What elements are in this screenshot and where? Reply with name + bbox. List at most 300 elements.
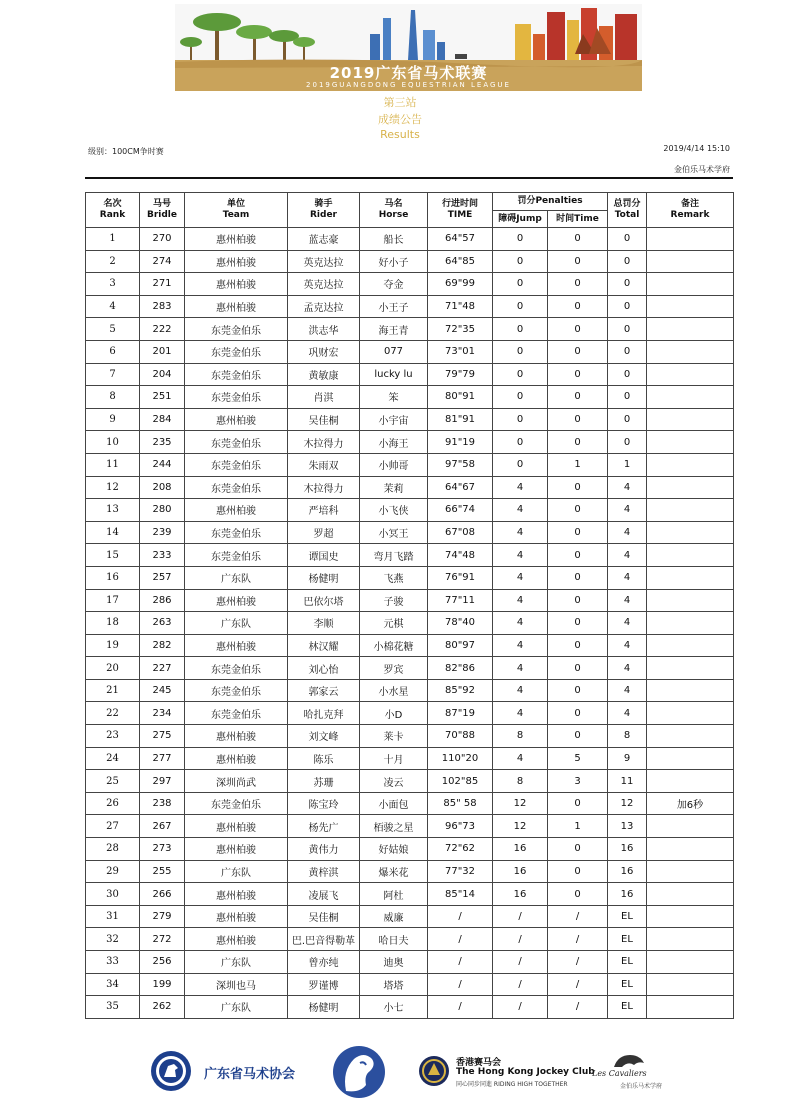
cell-time-penalty: / bbox=[548, 951, 608, 974]
cell-jump: 4 bbox=[493, 589, 548, 612]
cell-team: 惠州柏骏 bbox=[185, 747, 288, 770]
cell-bridle: 283 bbox=[140, 295, 185, 318]
table-row bbox=[86, 838, 734, 861]
cell-time-penalty: 0 bbox=[548, 431, 608, 454]
cell-jump: 0 bbox=[493, 453, 548, 476]
cell-remark bbox=[647, 973, 734, 996]
cell-total: 8 bbox=[608, 725, 647, 748]
cell-team: 东莞金伯乐 bbox=[185, 544, 288, 567]
cell-time: / bbox=[428, 973, 493, 996]
cell-rider: 苏珊 bbox=[288, 770, 360, 793]
cell-rank: 25 bbox=[86, 770, 140, 793]
cell-time-penalty: 0 bbox=[548, 499, 608, 522]
cell-time: 91"19 bbox=[428, 431, 493, 454]
cell-rank: 4 bbox=[86, 295, 140, 318]
cell-team: 惠州柏骏 bbox=[185, 250, 288, 273]
cell-total: 4 bbox=[608, 499, 647, 522]
cell-rank: 8 bbox=[86, 386, 140, 409]
table-row bbox=[86, 860, 734, 883]
cell-time: 110"20 bbox=[428, 747, 493, 770]
cell-total: 4 bbox=[608, 566, 647, 589]
cell-horse: 茉莉 bbox=[360, 476, 428, 499]
cell-total: 12 bbox=[608, 792, 647, 815]
cell-rider: 刘心怡 bbox=[288, 657, 360, 680]
cell-team: 惠州柏骏 bbox=[185, 838, 288, 861]
cell-remark bbox=[647, 702, 734, 725]
cell-time: 72"35 bbox=[428, 318, 493, 341]
cell-team: 惠州柏骏 bbox=[185, 634, 288, 657]
cell-rider: 杨健明 bbox=[288, 566, 360, 589]
cell-team: 惠州柏骏 bbox=[185, 408, 288, 431]
cell-time-penalty: 0 bbox=[548, 566, 608, 589]
cell-team: 深圳也马 bbox=[185, 973, 288, 996]
cell-team: 广东队 bbox=[185, 612, 288, 635]
cell-team: 东莞金伯乐 bbox=[185, 386, 288, 409]
cell-rider: 吴佳桐 bbox=[288, 905, 360, 928]
cell-time-penalty: 0 bbox=[548, 521, 608, 544]
cell-time: 79"79 bbox=[428, 363, 493, 386]
cell-horse: 小飞侠 bbox=[360, 499, 428, 522]
divider-line bbox=[85, 177, 733, 179]
cell-horse: 凌云 bbox=[360, 770, 428, 793]
cell-time: 77"11 bbox=[428, 589, 493, 612]
cell-jump: 4 bbox=[493, 612, 548, 635]
cell-total: EL bbox=[608, 928, 647, 951]
cell-team: 东莞金伯乐 bbox=[185, 679, 288, 702]
cell-time: 73"01 bbox=[428, 340, 493, 363]
cell-rank: 21 bbox=[86, 679, 140, 702]
cell-rank: 18 bbox=[86, 612, 140, 635]
cell-total: EL bbox=[608, 973, 647, 996]
cell-time: 64"57 bbox=[428, 228, 493, 251]
cell-rank: 14 bbox=[86, 521, 140, 544]
cell-rank: 1 bbox=[86, 228, 140, 251]
cell-team: 惠州柏骏 bbox=[185, 928, 288, 951]
cell-total: 0 bbox=[608, 250, 647, 273]
header-rank: 名次 Rank bbox=[86, 193, 140, 228]
cell-remark bbox=[647, 928, 734, 951]
cell-remark bbox=[647, 295, 734, 318]
jockey-club-en: The Hong Kong Jockey Club bbox=[456, 1067, 595, 1077]
cell-time-penalty: / bbox=[548, 973, 608, 996]
sponsor-name: 金伯乐马术学府 bbox=[620, 1083, 663, 1090]
cell-team: 惠州柏骏 bbox=[185, 499, 288, 522]
table-row bbox=[86, 250, 734, 273]
cell-total: 0 bbox=[608, 228, 647, 251]
cell-horse: 夺金 bbox=[360, 273, 428, 296]
cell-rider: 黄梓淇 bbox=[288, 860, 360, 883]
cell-horse: 子骏 bbox=[360, 589, 428, 612]
header-jump: 障碍Jump bbox=[493, 211, 548, 228]
cell-total: 0 bbox=[608, 273, 647, 296]
cell-rank: 6 bbox=[86, 340, 140, 363]
cell-jump: 4 bbox=[493, 476, 548, 499]
cell-team: 东莞金伯乐 bbox=[185, 318, 288, 341]
cell-rider: 蓝志豪 bbox=[288, 228, 360, 251]
cell-time: 76"91 bbox=[428, 566, 493, 589]
cell-rider: 凌展飞 bbox=[288, 883, 360, 906]
cell-time: 69"99 bbox=[428, 273, 493, 296]
jockey-club-slogan: 同心同步同進 RIDING HIGH TOGETHER bbox=[456, 1081, 568, 1088]
cell-time: 72"62 bbox=[428, 838, 493, 861]
cell-jump: 12 bbox=[493, 792, 548, 815]
cell-time: 70"88 bbox=[428, 725, 493, 748]
cell-time: 64"85 bbox=[428, 250, 493, 273]
header-banner bbox=[175, 4, 642, 91]
cell-team: 东莞金伯乐 bbox=[185, 340, 288, 363]
header-penalties: 罚分Penalties bbox=[493, 193, 608, 211]
cell-bridle: 274 bbox=[140, 250, 185, 273]
cell-time: 81"91 bbox=[428, 408, 493, 431]
cell-rank: 12 bbox=[86, 476, 140, 499]
cell-total: 0 bbox=[608, 318, 647, 341]
cell-horse: 小海王 bbox=[360, 431, 428, 454]
cell-time-penalty: 0 bbox=[548, 476, 608, 499]
table-row bbox=[86, 883, 734, 906]
cell-rank: 24 bbox=[86, 747, 140, 770]
table-row bbox=[86, 521, 734, 544]
table-row bbox=[86, 792, 734, 815]
table-row bbox=[86, 386, 734, 409]
cell-jump: 0 bbox=[493, 228, 548, 251]
table-row bbox=[86, 318, 734, 341]
cell-rider: 刘文峰 bbox=[288, 725, 360, 748]
cell-horse: 小帅哥 bbox=[360, 453, 428, 476]
cell-horse: 小冥王 bbox=[360, 521, 428, 544]
cell-horse: 飞燕 bbox=[360, 566, 428, 589]
announcement-title: 成绩公告 bbox=[378, 113, 422, 126]
cell-bridle: 262 bbox=[140, 996, 185, 1019]
cell-rider: 陈宝玲 bbox=[288, 792, 360, 815]
banner-title: 2019广东省马术联赛 bbox=[329, 64, 488, 82]
cell-rider: 英克达拉 bbox=[288, 250, 360, 273]
cell-horse: 海王青 bbox=[360, 318, 428, 341]
cell-team: 东莞金伯乐 bbox=[185, 476, 288, 499]
header-time-penalty: 时间Time bbox=[548, 211, 608, 228]
cell-total: 4 bbox=[608, 679, 647, 702]
cell-team: 惠州柏骏 bbox=[185, 905, 288, 928]
cell-team: 惠州柏骏 bbox=[185, 295, 288, 318]
cell-jump: 0 bbox=[493, 340, 548, 363]
league-horse-logo-icon bbox=[330, 1045, 388, 1100]
cell-time-penalty: 3 bbox=[548, 770, 608, 793]
cell-jump: 12 bbox=[493, 815, 548, 838]
cell-rank: 20 bbox=[86, 657, 140, 680]
cell-time: / bbox=[428, 905, 493, 928]
cell-remark: 加6秒 bbox=[647, 792, 734, 815]
cell-total: 0 bbox=[608, 340, 647, 363]
cell-jump: / bbox=[493, 996, 548, 1019]
cell-time-penalty: 0 bbox=[548, 725, 608, 748]
cell-total: 0 bbox=[608, 408, 647, 431]
cell-rank: 15 bbox=[86, 544, 140, 567]
cell-rank: 28 bbox=[86, 838, 140, 861]
cell-rank: 23 bbox=[86, 725, 140, 748]
table-row bbox=[86, 996, 734, 1019]
cell-remark bbox=[647, 770, 734, 793]
cell-remark bbox=[647, 657, 734, 680]
table-row bbox=[86, 928, 734, 951]
table-row bbox=[86, 453, 734, 476]
cell-total: 4 bbox=[608, 612, 647, 635]
cell-jump: 4 bbox=[493, 657, 548, 680]
cell-jump: 4 bbox=[493, 544, 548, 567]
table-row bbox=[86, 657, 734, 680]
cell-rider: 巩财宏 bbox=[288, 340, 360, 363]
cell-jump: 0 bbox=[493, 295, 548, 318]
cell-total: 4 bbox=[608, 589, 647, 612]
table-row bbox=[86, 702, 734, 725]
cell-rider: 陈乐 bbox=[288, 747, 360, 770]
cell-bridle: 284 bbox=[140, 408, 185, 431]
cell-rider: 巴依尔塔 bbox=[288, 589, 360, 612]
cell-jump: 16 bbox=[493, 883, 548, 906]
cell-rider: 林汉耀 bbox=[288, 634, 360, 657]
cell-jump: / bbox=[493, 973, 548, 996]
cell-rider: 木拉得力 bbox=[288, 476, 360, 499]
cell-jump: / bbox=[493, 928, 548, 951]
cell-time: 78"40 bbox=[428, 612, 493, 635]
cell-jump: 4 bbox=[493, 499, 548, 522]
table-row bbox=[86, 228, 734, 251]
cell-horse: 爆米花 bbox=[360, 860, 428, 883]
cell-time-penalty: / bbox=[548, 905, 608, 928]
cell-remark bbox=[647, 905, 734, 928]
table-row bbox=[86, 499, 734, 522]
cell-bridle: 263 bbox=[140, 612, 185, 635]
cell-rank: 3 bbox=[86, 273, 140, 296]
cell-horse: 莱卡 bbox=[360, 725, 428, 748]
cell-rider: 哈扎克拜 bbox=[288, 702, 360, 725]
cell-remark bbox=[647, 340, 734, 363]
cell-remark bbox=[647, 612, 734, 635]
results-table bbox=[85, 192, 734, 1019]
cell-rank: 32 bbox=[86, 928, 140, 951]
cell-bridle: 222 bbox=[140, 318, 185, 341]
cell-bridle: 282 bbox=[140, 634, 185, 657]
cell-remark bbox=[647, 747, 734, 770]
cell-bridle: 234 bbox=[140, 702, 185, 725]
banner-subtitle: 2019GUANGDONG EQUESTRIAN LEAGUE bbox=[306, 81, 511, 89]
cell-team: 惠州柏骏 bbox=[185, 273, 288, 296]
cell-rider: 英克达拉 bbox=[288, 273, 360, 296]
cell-remark bbox=[647, 228, 734, 251]
cell-bridle: 233 bbox=[140, 544, 185, 567]
table-row bbox=[86, 951, 734, 974]
cell-time-penalty: 0 bbox=[548, 883, 608, 906]
cell-horse: 塔塔 bbox=[360, 973, 428, 996]
cell-rank: 11 bbox=[86, 453, 140, 476]
cell-time-penalty: 0 bbox=[548, 657, 608, 680]
cell-jump: 0 bbox=[493, 408, 548, 431]
cell-time-penalty: 0 bbox=[548, 363, 608, 386]
cell-time: 77"32 bbox=[428, 860, 493, 883]
cell-bridle: 275 bbox=[140, 725, 185, 748]
cell-horse: 小王子 bbox=[360, 295, 428, 318]
cell-rank: 35 bbox=[86, 996, 140, 1019]
cell-horse: 元棋 bbox=[360, 612, 428, 635]
cell-remark bbox=[647, 363, 734, 386]
sponsor-script: Les Cavaliers bbox=[592, 1069, 647, 1078]
cell-total: 4 bbox=[608, 702, 647, 725]
cell-bridle: 227 bbox=[140, 657, 185, 680]
cell-jump: 0 bbox=[493, 363, 548, 386]
cell-total: 4 bbox=[608, 657, 647, 680]
cell-remark bbox=[647, 408, 734, 431]
competition-level: 级别：100CM争时赛 bbox=[88, 147, 164, 156]
cell-total: 4 bbox=[608, 634, 647, 657]
cell-jump: 16 bbox=[493, 860, 548, 883]
cell-time-penalty: 0 bbox=[548, 679, 608, 702]
cell-rider: 黄伟力 bbox=[288, 838, 360, 861]
cell-total: EL bbox=[608, 905, 647, 928]
cell-time-penalty: 1 bbox=[548, 453, 608, 476]
cell-rider: 孟克达拉 bbox=[288, 295, 360, 318]
cell-horse: 077 bbox=[360, 340, 428, 363]
cell-time-penalty: 0 bbox=[548, 250, 608, 273]
cell-jump: 0 bbox=[493, 273, 548, 296]
cell-rider: 洪志华 bbox=[288, 318, 360, 341]
cell-time: 82"86 bbox=[428, 657, 493, 680]
cell-time-penalty: 0 bbox=[548, 634, 608, 657]
cell-remark bbox=[647, 634, 734, 657]
cell-time: 67"08 bbox=[428, 521, 493, 544]
cell-total: 16 bbox=[608, 838, 647, 861]
cell-team: 广东队 bbox=[185, 860, 288, 883]
cell-remark bbox=[647, 996, 734, 1019]
table-row bbox=[86, 273, 734, 296]
cell-team: 广东队 bbox=[185, 566, 288, 589]
cell-rider: 谭国史 bbox=[288, 544, 360, 567]
cell-horse: 小面包 bbox=[360, 792, 428, 815]
table-row bbox=[86, 295, 734, 318]
table-row bbox=[86, 408, 734, 431]
cell-total: 0 bbox=[608, 295, 647, 318]
cell-horse: 迪奥 bbox=[360, 951, 428, 974]
cell-time: 85"92 bbox=[428, 679, 493, 702]
cell-horse: 船长 bbox=[360, 228, 428, 251]
cell-time-penalty: / bbox=[548, 928, 608, 951]
cell-bridle: 256 bbox=[140, 951, 185, 974]
cell-remark bbox=[647, 250, 734, 273]
cell-bridle: 280 bbox=[140, 499, 185, 522]
cell-bridle: 235 bbox=[140, 431, 185, 454]
cell-remark bbox=[647, 386, 734, 409]
association-name: 广东省马术协会 bbox=[204, 1067, 296, 1082]
cell-rider: 朱雨双 bbox=[288, 453, 360, 476]
cell-horse: 弯月飞踏 bbox=[360, 544, 428, 567]
cell-rider: 吴佳桐 bbox=[288, 408, 360, 431]
cell-total: 4 bbox=[608, 476, 647, 499]
cell-bridle: 272 bbox=[140, 928, 185, 951]
cell-time-penalty: / bbox=[548, 996, 608, 1019]
cell-bridle: 271 bbox=[140, 273, 185, 296]
cell-rider: 杨健明 bbox=[288, 996, 360, 1019]
table-row bbox=[86, 612, 734, 635]
table-row bbox=[86, 679, 734, 702]
cell-total: 4 bbox=[608, 544, 647, 567]
cell-bridle: 245 bbox=[140, 679, 185, 702]
cell-total: 9 bbox=[608, 747, 647, 770]
cell-total: 4 bbox=[608, 521, 647, 544]
cell-rider: 木拉得力 bbox=[288, 431, 360, 454]
cell-rider: 巴.巴音得勒革 bbox=[288, 928, 360, 951]
cell-remark bbox=[647, 725, 734, 748]
cell-time: 80"91 bbox=[428, 386, 493, 409]
table-row bbox=[86, 973, 734, 996]
cell-time: 74"48 bbox=[428, 544, 493, 567]
cell-jump: 16 bbox=[493, 838, 548, 861]
cell-rank: 34 bbox=[86, 973, 140, 996]
cell-time: / bbox=[428, 951, 493, 974]
cell-time-penalty: 0 bbox=[548, 792, 608, 815]
cell-rider: 黄敏康 bbox=[288, 363, 360, 386]
cell-horse: 小D bbox=[360, 702, 428, 725]
cell-time: 87"19 bbox=[428, 702, 493, 725]
cell-team: 深圳尚武 bbox=[185, 770, 288, 793]
cell-time: 80"97 bbox=[428, 634, 493, 657]
cell-jump: 4 bbox=[493, 566, 548, 589]
cell-jump: 0 bbox=[493, 250, 548, 273]
cell-time: 97"58 bbox=[428, 453, 493, 476]
cell-remark bbox=[647, 815, 734, 838]
cell-bridle: 244 bbox=[140, 453, 185, 476]
cell-time-penalty: 0 bbox=[548, 340, 608, 363]
cell-time: 64"67 bbox=[428, 476, 493, 499]
header-bridle: 马号 Bridle bbox=[140, 193, 185, 228]
cell-rider: 罗超 bbox=[288, 521, 360, 544]
cell-rider: 郭家云 bbox=[288, 679, 360, 702]
header-remark: 备注 Remark bbox=[647, 193, 734, 228]
cell-remark bbox=[647, 499, 734, 522]
cell-bridle: 297 bbox=[140, 770, 185, 793]
table-row bbox=[86, 634, 734, 657]
cell-total: 11 bbox=[608, 770, 647, 793]
association-logo-icon bbox=[150, 1050, 192, 1092]
venue: 金伯乐马术学府 bbox=[674, 165, 730, 174]
cell-time: / bbox=[428, 928, 493, 951]
cell-time-penalty: 0 bbox=[548, 318, 608, 341]
cell-bridle: 238 bbox=[140, 792, 185, 815]
cell-remark bbox=[647, 860, 734, 883]
stage-title: 第三站 bbox=[383, 96, 417, 109]
cell-total: 1 bbox=[608, 453, 647, 476]
table-row bbox=[86, 476, 734, 499]
cell-horse: 好姑娘 bbox=[360, 838, 428, 861]
cell-remark bbox=[647, 521, 734, 544]
cell-time: / bbox=[428, 996, 493, 1019]
cell-horse: 哈日夫 bbox=[360, 928, 428, 951]
cell-time: 85"14 bbox=[428, 883, 493, 906]
cell-time: 66"74 bbox=[428, 499, 493, 522]
table-row bbox=[86, 815, 734, 838]
cell-time-penalty: 0 bbox=[548, 408, 608, 431]
cell-rider: 严培科 bbox=[288, 499, 360, 522]
cell-time: 85" 58 bbox=[428, 792, 493, 815]
cell-horse: 小棉花糖 bbox=[360, 634, 428, 657]
cell-jump: 0 bbox=[493, 386, 548, 409]
cell-remark bbox=[647, 566, 734, 589]
cell-bridle: 239 bbox=[140, 521, 185, 544]
cell-time-penalty: 0 bbox=[548, 589, 608, 612]
cell-bridle: 266 bbox=[140, 883, 185, 906]
cell-remark bbox=[647, 589, 734, 612]
cell-bridle: 251 bbox=[140, 386, 185, 409]
cell-rider: 肖淇 bbox=[288, 386, 360, 409]
cell-jump: 4 bbox=[493, 747, 548, 770]
cell-time-penalty: 0 bbox=[548, 860, 608, 883]
jockey-club-logo-icon bbox=[418, 1055, 450, 1087]
